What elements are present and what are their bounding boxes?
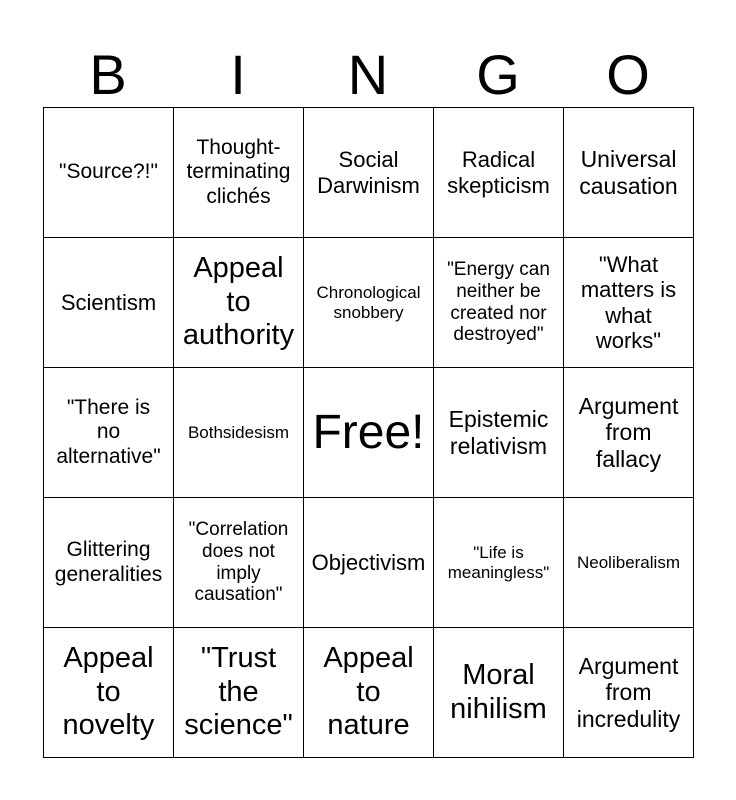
bingo-cell[interactable]: "Energy can neither be created nor destroyed" [434,238,564,368]
bingo-cell[interactable]: "Life is meaningless" [434,498,564,628]
bingo-cell[interactable]: Glittering generalities [44,498,174,628]
bingo-cell[interactable]: Argument from fallacy [564,368,694,498]
bingo-cell[interactable]: "Trust the science" [174,628,304,758]
header-letter-b: B [89,43,127,106]
bingo-cell[interactable]: Chronological snobbery [304,238,434,368]
bingo-header [43,42,693,108]
bingo-cell[interactable]: Thought- terminating clichés [174,108,304,238]
free-space-cell[interactable]: Free! [304,368,434,498]
header-letter-g: G [476,43,520,106]
header-letter-o: O [606,43,650,106]
bingo-cell[interactable]: "What matters is what works" [564,238,694,368]
bingo-cell[interactable]: Objectivism [304,498,434,628]
bingo-cell[interactable]: "Source?!" [44,108,174,238]
bingo-cell[interactable]: Social Darwinism [304,108,434,238]
bingo-cell[interactable]: Moral nihilism [434,628,564,758]
bingo-cell[interactable]: "There is no alternative" [44,368,174,498]
header-letter-n: N [347,43,389,106]
bingo-board [43,107,694,758]
bingo-cell[interactable]: Epistemic relativism [434,368,564,498]
bingo-cell[interactable]: Universal causation [564,108,694,238]
bingo-cell[interactable]: Appeal to authority [174,238,304,368]
header-letter-i: I [230,43,246,106]
bingo-cell[interactable]: Neoliberalism [564,498,694,628]
bingo-cell[interactable]: Appeal to nature [304,628,434,758]
bingo-cell[interactable]: Appeal to novelty [44,628,174,758]
bingo-cell[interactable]: Argument from incredulity [564,628,694,758]
bingo-cell[interactable]: Scientism [44,238,174,368]
bingo-cell[interactable]: Radical skepticism [434,108,564,238]
bingo-cell[interactable]: "Correlation does not imply causation" [174,498,304,628]
bingo-cell[interactable]: Bothsidesism [174,368,304,498]
